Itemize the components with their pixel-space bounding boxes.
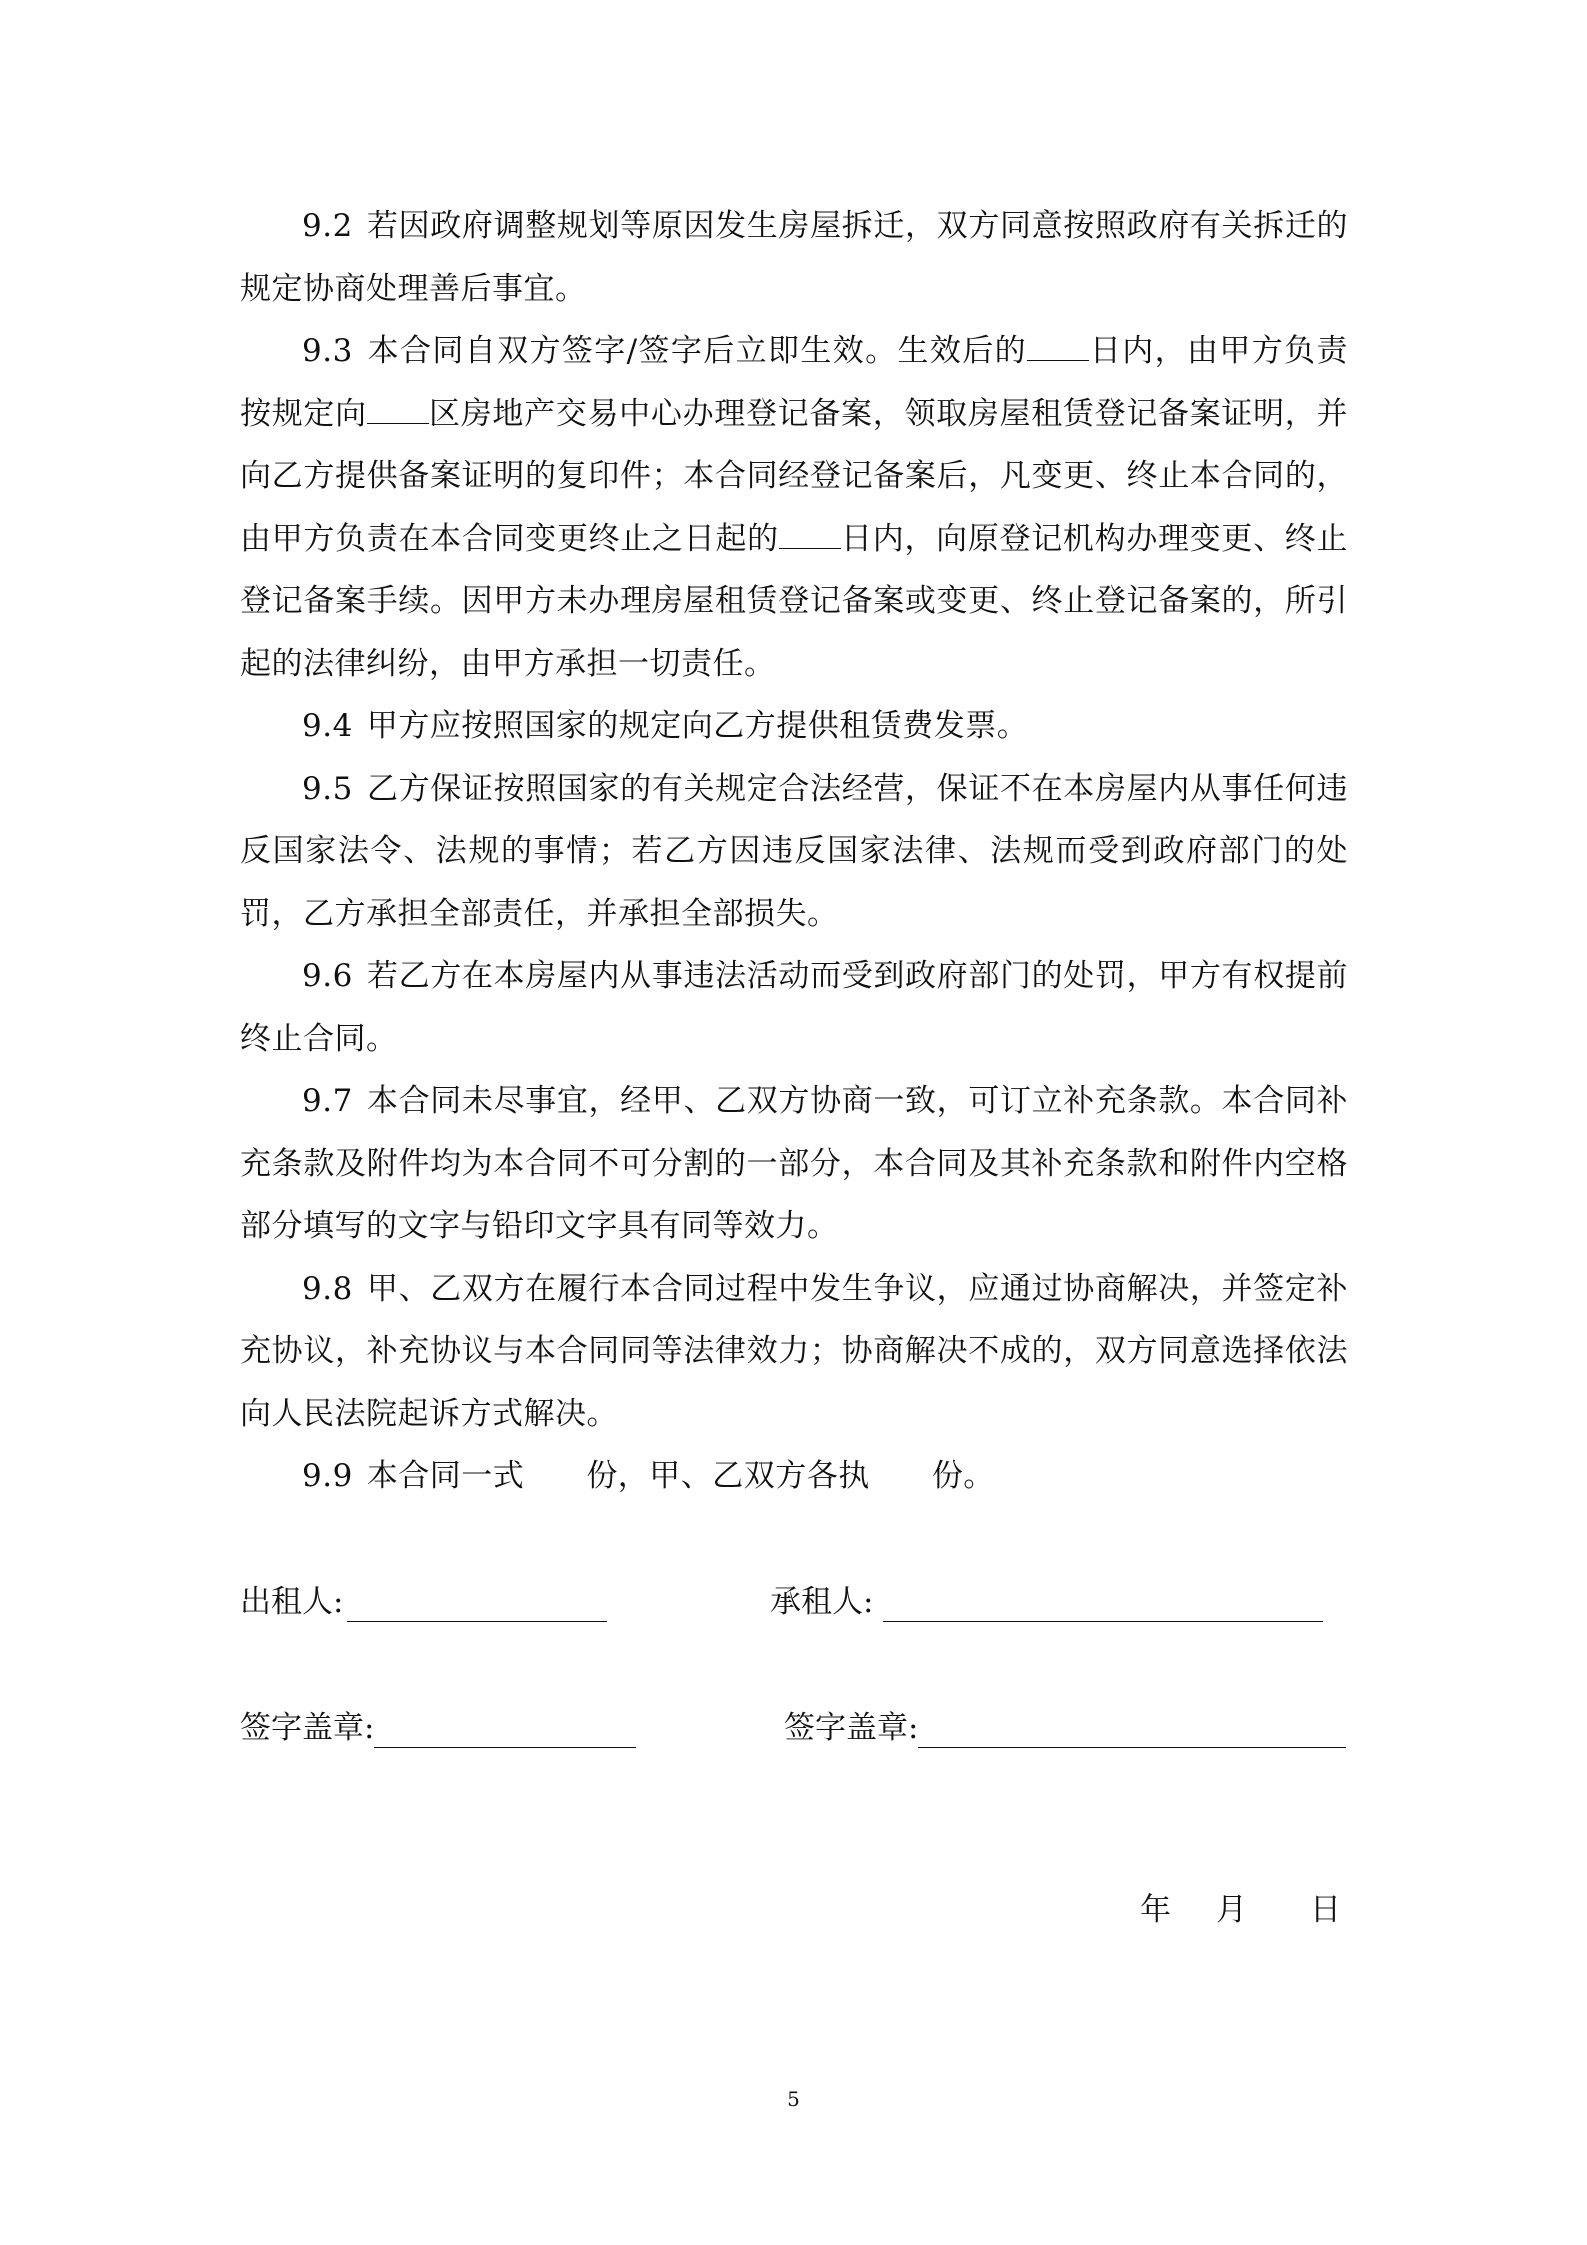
lessee-seal-row <box>784 1708 1346 1748</box>
contract-clauses <box>240 195 1348 1508</box>
clause-number: 9.9 <box>302 1458 353 1494</box>
clause-text: 甲方应按照国家的规定向乙方提供租赁费发票。 <box>366 708 1029 744</box>
clause-9-2 <box>240 195 1348 320</box>
clause-number: 9.5 <box>302 770 353 807</box>
date-month-label: 月 <box>1216 1892 1247 1928</box>
fill-blank[interactable] <box>779 520 841 549</box>
clause-text: 日内，由甲方负责按规定向 <box>240 333 1348 432</box>
clause-number: 9.4 <box>302 708 353 744</box>
clause-text: 甲、乙双方在履行本合同过程中发生争议，应通过协商解决，并签定补充协议，补充协议与本合同同等法律效力；协商解决不成的，双方同意选择依法向人民法院起诉方式解决。 <box>240 1270 1348 1432</box>
clause-text: 若乙方在本房屋内从事违法活动而受到政府部门的处罚，甲方有权提前终止合同。 <box>240 958 1348 1057</box>
clause-number: 9.3 <box>302 333 353 369</box>
clause-9-6 <box>240 945 1348 1070</box>
lessee-label: 承租人: <box>770 1584 874 1620</box>
clause-number: 9.7 <box>302 1083 353 1119</box>
clause-text: 份，甲、乙双方各执 <box>586 1458 870 1494</box>
clause-text: 乙方保证按照国家的有关规定合法经营，保证不在本房屋内从事任何违反国家法令、法规的事情；若乙方因违反国家法律、法规而受到政府部门的处罚，乙方承担全部责任，并承担全部损失。 <box>240 770 1348 932</box>
clause-9-3 <box>240 320 1348 695</box>
fill-blank[interactable] <box>367 395 429 424</box>
clause-text: 本合同自双方签字/签字后立即生效。生效后的 <box>366 333 1027 369</box>
lessee-row <box>770 1582 1323 1622</box>
lessee-seal-field[interactable] <box>918 1719 1346 1748</box>
lessor-seal-field[interactable] <box>374 1719 636 1748</box>
clause-text: 份。 <box>931 1458 995 1494</box>
page-number: 5 <box>787 2087 800 2111</box>
lessee-name-field[interactable] <box>883 1593 1323 1622</box>
clause-9-7 <box>240 1070 1348 1258</box>
date-year-label: 年 <box>1140 1892 1171 1928</box>
clause-number: 9.8 <box>302 1270 353 1307</box>
date-line <box>1140 1890 1341 1930</box>
clause-number: 9.6 <box>302 958 353 994</box>
clause-9-9 <box>240 1445 1348 1508</box>
clause-text: 日内，向原登记机构办理变更、终止登记备案手续。因甲方未办理房屋租赁登记备案或变更、终止登记备案的，所引起的法律纠纷，由甲方承担一切责任。 <box>240 520 1349 682</box>
clause-text: 本合同未尽事宜，经甲、乙双方协商一致，可订立补充条款。本合同补充条款及附件均为本合同不可分割的一部分，本合同及其补充条款和附件内空格部分填写的文字与铅印文字具有同等效力。 <box>240 1083 1348 1244</box>
clause-9-8 <box>240 1258 1348 1446</box>
clause-9-4 <box>240 695 1348 758</box>
lessor-seal-label: 签字盖章: <box>240 1710 375 1746</box>
lessor-row <box>240 1582 607 1622</box>
lessee-seal-label: 签字盖章: <box>784 1710 919 1746</box>
lessor-label: 出租人: <box>240 1584 344 1620</box>
fill-blank[interactable] <box>1027 332 1089 361</box>
clause-number: 9.2 <box>302 208 353 244</box>
clause-text: 若因政府调整规划等原因发生房屋拆迁，双方同意按照政府有关拆迁的规定协商处理善后事宜。 <box>240 208 1348 307</box>
lessor-name-field[interactable] <box>347 1593 607 1622</box>
lessor-seal-row <box>240 1708 636 1748</box>
date-day-label: 日 <box>1310 1892 1341 1928</box>
clause-text: 区房地产交易中心办理登记备案，领取房屋租赁登记备案证明，并向乙方提供备案证明的复印件；本合同经登记备案后，凡变更、终止本合同的，由甲方负责在本合同变更终止之日起的 <box>240 395 1349 557</box>
clause-text: 本合同一式 <box>366 1458 525 1494</box>
clause-9-5 <box>240 758 1348 946</box>
